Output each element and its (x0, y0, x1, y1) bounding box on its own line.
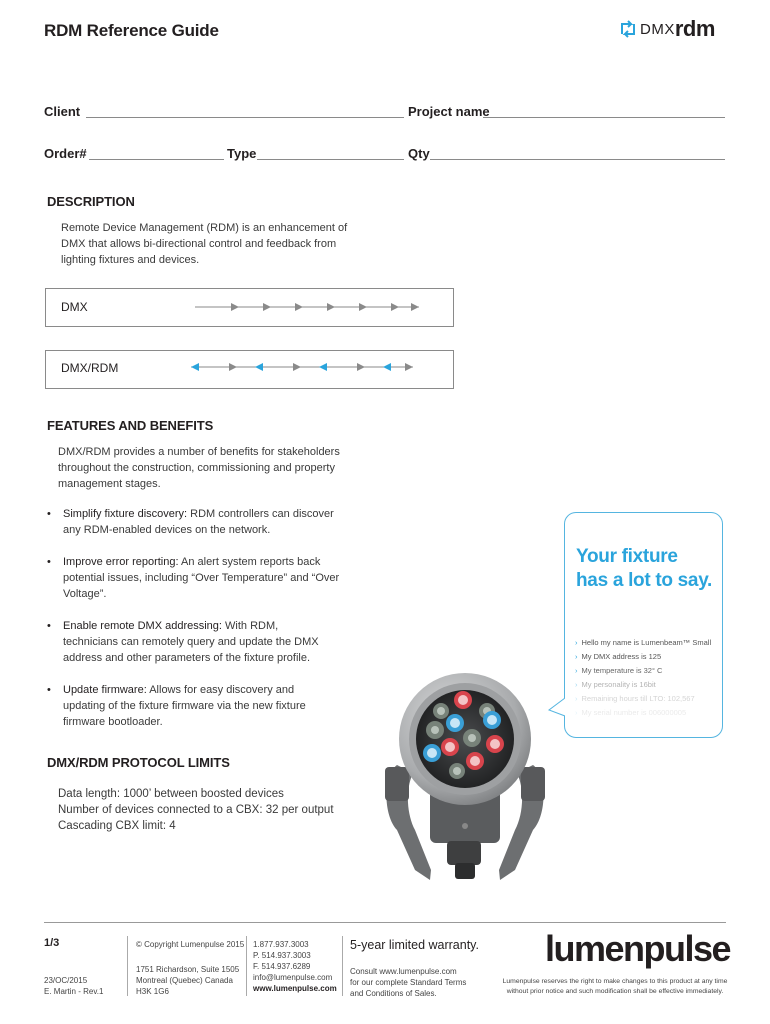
lumenbeam-fixture-illustration (375, 655, 555, 900)
footer-phone: P. 514.937.3003 (253, 951, 311, 960)
protocol-line: Number of devices connected to a CBX: 32 per output (58, 804, 334, 816)
dmxrdm-diagram-box (45, 350, 454, 389)
bubble-message (575, 666, 662, 676)
qty-field-line[interactable] (430, 159, 725, 160)
footer-disclaimer (500, 977, 730, 997)
footer-address-line: H3K 1G6 (136, 987, 169, 996)
dmxrdm-logo (620, 15, 715, 43)
features-intro (58, 444, 340, 492)
type-label: Type (227, 146, 257, 161)
footer-separator (246, 936, 247, 996)
footer-address-line: Montreal (Quebec) Canada (136, 976, 233, 985)
page-number: 1/3 (44, 937, 60, 949)
footer-divider (44, 922, 726, 923)
footer-author: E. Martin - Rev.1 (44, 987, 104, 996)
footer-address-line: 1751 Richardson, Suite 1505 (136, 965, 240, 974)
footer-terms-line: Consult www.lumenpulse.com (350, 967, 457, 976)
bubble-message (575, 652, 661, 662)
description-line: lighting fixtures and devices. (61, 254, 200, 266)
footer-phone: 1.877.937.3003 (253, 940, 309, 949)
footer-web-link[interactable]: www.lumenpulse.com (253, 984, 337, 993)
feature-item (44, 682, 344, 730)
order-label: Order# (44, 146, 87, 161)
features-intro-line: management stages. (58, 478, 161, 490)
features-intro-line: throughout the construction, commissioning and property (58, 462, 335, 474)
feature-text: address and other parameters of the fixture profile. (63, 652, 311, 664)
bubble-message-text: Hello my name is Lumenbeam™ Small (581, 638, 712, 647)
footer-terms-line: and Conditions of Sales. (350, 989, 437, 998)
arrow-icon: › (575, 694, 578, 703)
warranty-text: 5-year limited warranty. (350, 938, 479, 952)
feature-text: RDM controllers can discover (187, 508, 334, 520)
dmx-label: DMX (61, 300, 88, 314)
feature-item (44, 506, 344, 538)
footer-date-author (44, 975, 103, 997)
bubble-message-text: My DMX address is 125 (581, 652, 662, 661)
footer-email-link[interactable]: info@lumenpulse.com (253, 973, 333, 982)
features-list (44, 506, 344, 746)
dmxrdm-two-way-arrows (189, 361, 419, 373)
project-name-label: Project name (408, 104, 490, 119)
footer-separator (342, 936, 343, 996)
type-field-line[interactable] (257, 159, 404, 160)
protocol-line: Cascading CBX limit: 4 (58, 820, 176, 832)
feature-item (44, 554, 344, 602)
feature-title: Improve error reporting: (63, 556, 179, 568)
footer-terms (350, 966, 466, 999)
bubble-message (575, 680, 656, 690)
bubble-headline (576, 545, 712, 593)
footer-separator (127, 936, 128, 996)
feature-text: updating of the fixture firmware via the new fixture (63, 700, 306, 712)
project-name-field-line[interactable] (483, 117, 725, 118)
dmxrdm-logo-icon (620, 20, 636, 38)
features-heading: FEATURES AND BENEFITS (47, 418, 214, 433)
bubble-message-text: My serial number is 006000005 (581, 708, 687, 717)
arrow-icon: › (575, 680, 578, 689)
protocol-limits (58, 786, 334, 834)
protocol-heading: DMX/RDM PROTOCOL LIMITS (47, 755, 230, 770)
dmx-diagram-box (45, 288, 454, 327)
feature-text: technicians can remotely query and update the DMX (63, 636, 319, 648)
feature-text: firmware bootloader. (63, 716, 163, 728)
protocol-line: Data length: 1000’ between boosted devices (58, 788, 284, 800)
bubble-message-text: My temperature is 32° C (581, 666, 663, 675)
bubble-headline-line: Your fixture (576, 546, 678, 567)
description-text (61, 220, 347, 268)
feature-title: Simplify fixture discovery: (63, 508, 188, 520)
description-line: DMX that allows bi-directional control and feedback from (61, 238, 337, 250)
bubble-headline-line: has a lot to say. (576, 570, 713, 591)
footer-date: 23/OC/2015 (44, 976, 88, 985)
description-line: Remote Device Management (RDM) is an enhancement of (61, 222, 348, 234)
feature-text: With RDM, (221, 620, 279, 632)
feature-text: any RDM-enabled devices on the network. (63, 524, 271, 536)
dmx-one-way-arrows (193, 301, 423, 313)
client-field-line[interactable] (86, 117, 404, 118)
footer-disclaimer-line: Lumenpulse reserves the right to make changes to this product at any time (502, 978, 728, 985)
qty-label: Qty (408, 146, 430, 161)
page-title: RDM Reference Guide (44, 21, 219, 40)
footer-copyright: © Copyright Lumenpulse 2015 (136, 940, 245, 949)
footer-terms-line: for our complete Standard Terms (350, 978, 467, 987)
lumenpulse-logo: lumenpulse (545, 928, 731, 969)
bubble-message (575, 638, 711, 648)
logo-rdm-text: rdm (674, 16, 715, 41)
order-field-line[interactable] (89, 159, 224, 160)
bubble-message-text: My personality is 16bit (581, 680, 656, 689)
feature-text: Allows for easy discovery and (146, 684, 295, 696)
arrow-icon: › (575, 652, 578, 661)
footer-disclaimer-line: without prior notice and such modification shall be effective immediately. (506, 988, 724, 995)
feature-text: potential issues, including “Over Temperature” and “Over (63, 572, 340, 584)
bubble-message (575, 694, 695, 704)
description-heading: DESCRIPTION (47, 194, 135, 209)
dmxrdm-label: DMX/RDM (61, 361, 119, 375)
footer-fax: F. 514.937.6289 (253, 962, 311, 971)
feature-text: Voltage”. (63, 588, 107, 600)
logo-dmx-text: DMX (640, 20, 675, 38)
footer-address (136, 964, 239, 997)
arrow-icon: › (575, 666, 578, 675)
feature-item (44, 618, 344, 666)
feature-title: Enable remote DMX addressing: (63, 620, 222, 632)
arrow-icon: › (575, 708, 578, 717)
features-intro-line: DMX/RDM provides a number of benefits for stakeholders (58, 446, 340, 458)
arrow-icon: › (575, 638, 578, 647)
client-label: Client (44, 104, 81, 119)
feature-text: An alert system reports back (178, 556, 321, 568)
feature-title: Update firmware: (63, 684, 147, 696)
bubble-message (575, 708, 686, 718)
footer-contact (253, 939, 337, 994)
bubble-message-text: Remaining hours till LTO: 102,567 (581, 694, 695, 703)
